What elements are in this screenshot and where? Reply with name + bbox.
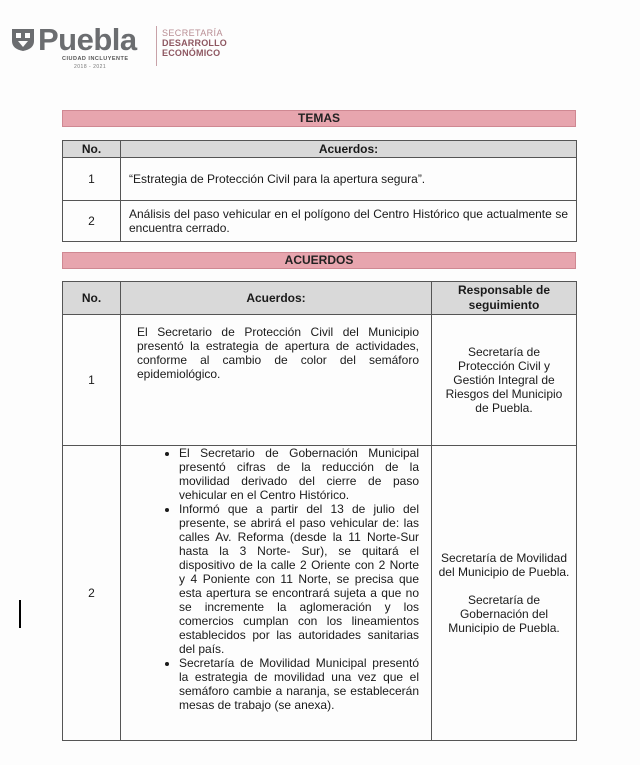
acuerdos-table: [62, 281, 577, 741]
text-cursor: [19, 600, 21, 628]
column-header-no: No.: [63, 282, 121, 315]
tema-text: “Estrategia de Protección Civil para la apertura segura”.: [121, 158, 577, 201]
row-number: 1: [63, 315, 121, 446]
table-header-row: [63, 141, 577, 158]
puebla-wordmark: Puebla: [38, 22, 137, 57]
temas-table: [62, 140, 577, 242]
acuerdo-bullets-cell: [121, 446, 432, 741]
document-header: [10, 22, 270, 70]
row-number: 2: [63, 446, 121, 741]
secretaria-label: [162, 28, 227, 58]
responsable-text: Secretaría de Protección Civil y Gestión Integral de Riesgos del Municipio de Puebla.: [432, 315, 577, 446]
table-row: [63, 158, 577, 201]
acuerdo-bullet-list: [137, 446, 419, 712]
puebla-shield-logo-icon: [10, 26, 36, 52]
list-item: • Secretaría de Movilidad Municipal presentó la estrategia de movilidad una vez que el semáforo cambie a naranja, se establecerán mesas de trabajo (se anexa).: [179, 656, 419, 712]
tema-text: Análisis del paso vehicular en el polígono del Centro Histórico que actualmente se encuentra cerrado.: [121, 201, 577, 242]
responsable-cell: [432, 446, 577, 741]
table-row: [63, 315, 577, 446]
responsable-text: Secretaría de Movilidad del Municipio de Puebla.: [438, 551, 570, 579]
acuerdo-text: El Secretario de Protección Civil del Municipio presentó la estrategia de apertura de actividades, conforme al cambio de color del semáforo epidemiológico.: [121, 315, 432, 446]
table-row: [63, 201, 577, 242]
economico-line: ECONÓMICO: [162, 48, 221, 58]
logo-tagline: CIUDAD INCLUYENTE: [62, 56, 129, 62]
row-number: 2: [63, 201, 121, 242]
acuerdos-section-bar: ACUERDOS: [62, 252, 576, 269]
column-header-no: No.: [63, 141, 121, 158]
table-row: [63, 446, 577, 741]
secretaria-line: SECRETARÍA: [162, 28, 223, 38]
temas-section-bar: TEMAS: [62, 110, 576, 127]
desarrollo-line: DESARROLLO: [162, 38, 227, 48]
row-number: 1: [63, 158, 121, 201]
spacer: [438, 579, 570, 593]
list-item: • Informó que a partir del 13 de julio del presente, se abrirá el paso vehicular de: las calles Av. Reforma (desde la 11 Norte-Sur hasta la 3 Norte- Sur), se quitará el dispositivo de la calle 2 Oriente con 2 Norte y 4 Poniente con 11 Norte, se precisa que esta apertura se encontrará sujeta a que no se incremente la aglomeración y los comercios cumplan con los lineamientos establecidos por las autoridades sanitarias del país.: [179, 502, 419, 656]
column-header-responsable: Responsable de seguimiento: [432, 282, 577, 315]
list-item: • El Secretario de Gobernación Municipal presentó cifras de la reducción de la movilidad derivado del cierre de paso vehicular en el Centro Histórico.: [179, 446, 419, 502]
column-header-acuerdos: Acuerdos:: [121, 282, 432, 315]
responsable-text: Secretaría de Gobernación del Municipio de Puebla.: [448, 593, 560, 635]
table-header-row: [63, 282, 577, 315]
column-header-acuerdos: Acuerdos:: [121, 141, 577, 158]
logo-years: 2018 - 2021: [74, 64, 107, 70]
logo-divider: [156, 26, 157, 66]
